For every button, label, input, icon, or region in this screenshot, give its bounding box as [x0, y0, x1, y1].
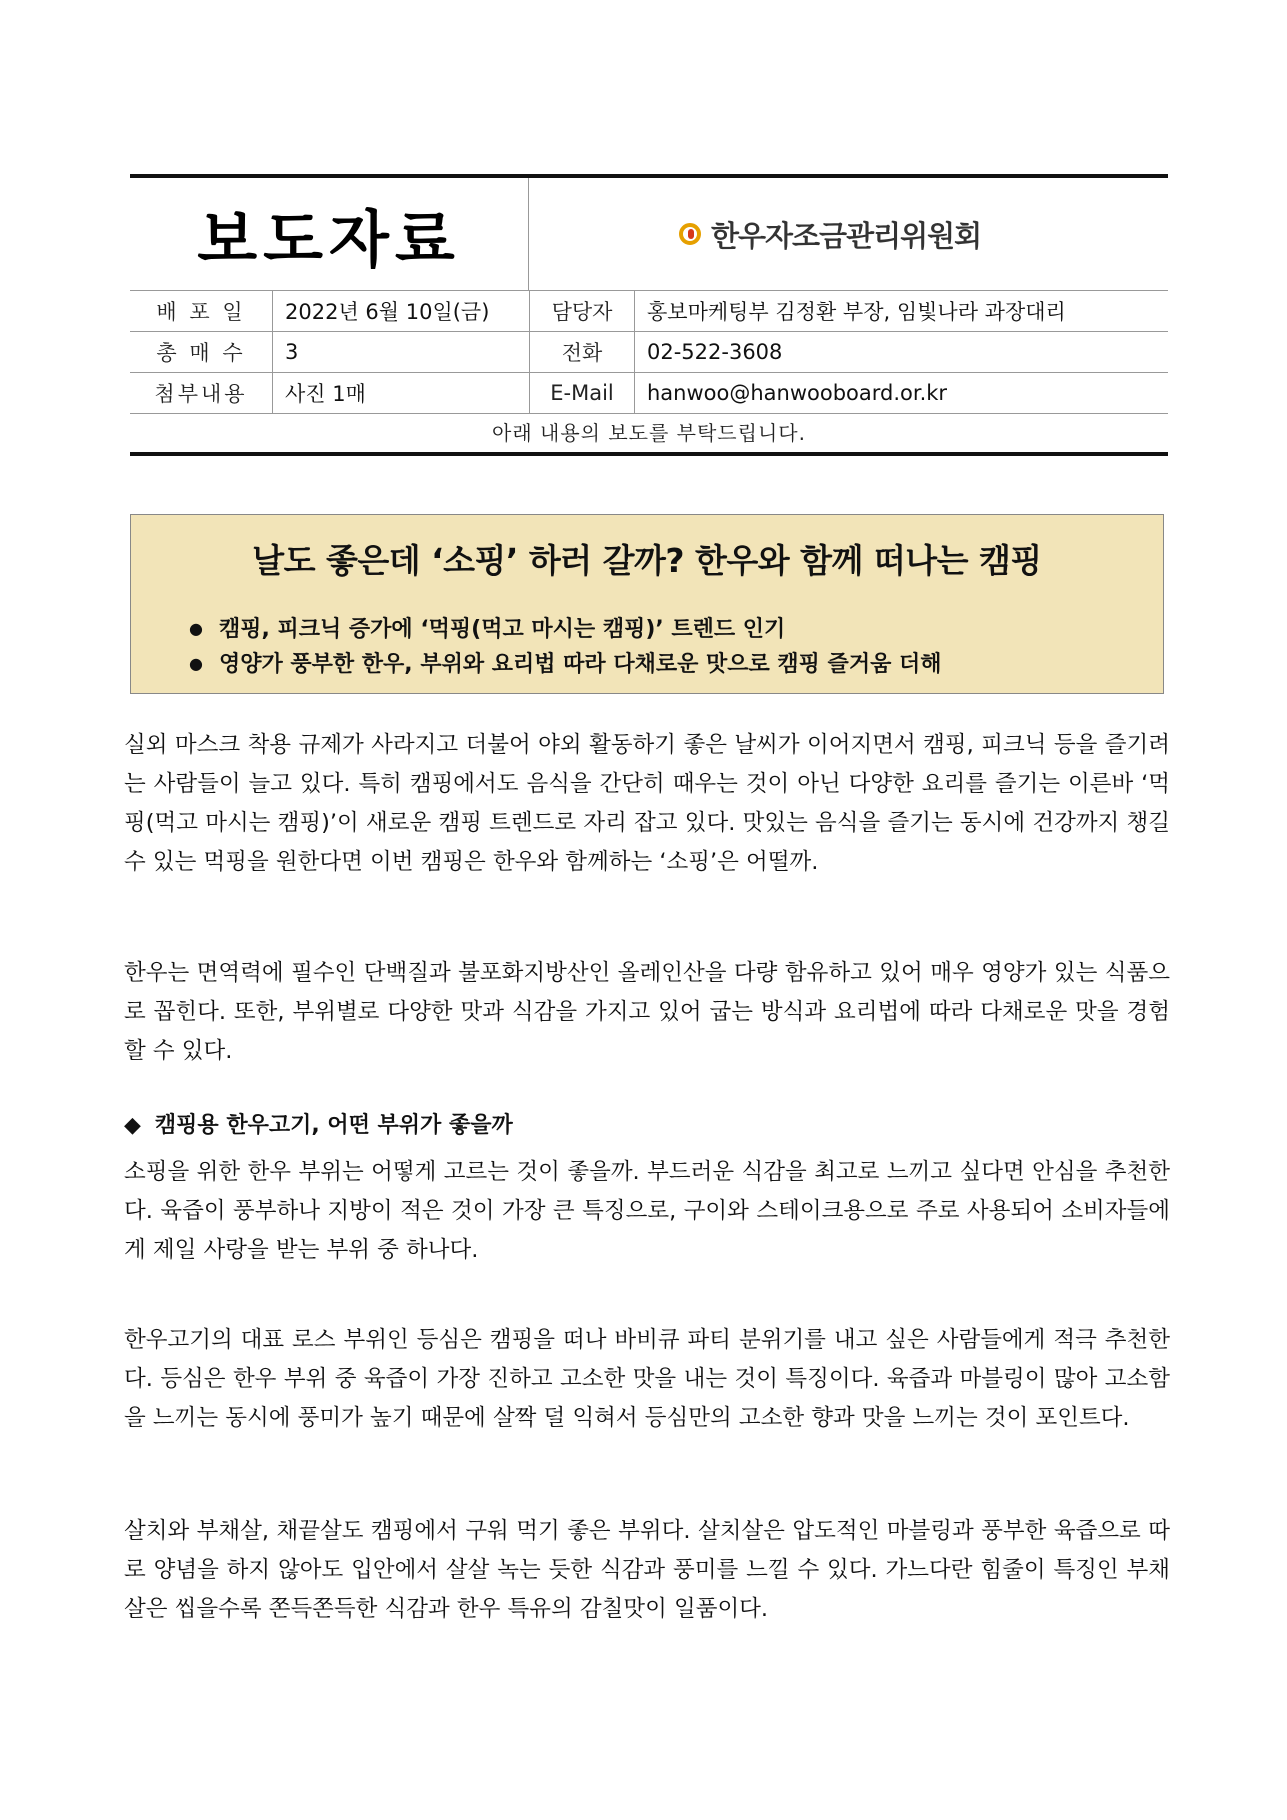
phone-label: 전화	[530, 332, 635, 373]
headline-box	[130, 514, 1164, 694]
headline-title: 날도 좋은데 ‘소핑’ 하러 갈까? 한우와 함께 떠나는 캠핑	[252, 541, 1042, 580]
hanwoo-logo-icon	[679, 223, 701, 245]
press-header	[130, 174, 1168, 456]
organization-logo	[528, 178, 1168, 290]
section-heading	[124, 1108, 513, 1139]
body-paragraph-4: 한우고기의 대표 로스 부위인 등심은 캠핑을 떠나 바비큐 파티 분위기를 내고 싶은 사람들에게 적극 추천한다. 등심은 한우 부위 중 육즙이 가장 진하고 고소한 맛을 내는 것이 특징이다. 육즙과 마블링이 많아 고소함을 느끼는 동시에 풍미가 높기 때문에 살짝 덜 익혀서 등심만의 고소한 향과 맛을 느끼는 것이 포인트다.	[124, 1327, 1170, 1431]
attachment-value: 사진 1매	[273, 373, 530, 414]
email-label: E-Mail	[530, 373, 635, 414]
diamond-bullet-icon: ◆	[124, 1113, 141, 1138]
release-date-value: 2022년 6월 10일(금)	[273, 291, 530, 332]
email-value[interactable]: hanwoo@hanwooboard.or.kr	[635, 373, 1169, 414]
table-row	[130, 373, 1168, 414]
table-row	[130, 291, 1168, 332]
header-top-row	[130, 178, 1168, 291]
body-paragraph-3: 소핑을 위한 한우 부위는 어떻게 고르는 것이 좋을까. 부드러운 식감을 최고로 느끼고 싶다면 안심을 추천한다. 육즙이 풍부하나 지방이 적은 것이 가장 큰 특징으로, 구이와 스테이크용으로 주로 사용되어 소비자들에게 제일 사랑을 받는 부위 중 하나다.	[124, 1159, 1170, 1263]
headline-bullets	[189, 612, 1163, 682]
list-item: ● 캠핑, 피크닉 증가에 ‘먹핑(먹고 마시는 캠핑)’ 트렌드 인기	[189, 612, 1163, 647]
body-paragraph-2: 한우는 면역력에 필수인 단백질과 불포화지방산인 올레인산을 다량 함유하고 있어 매우 영양가 있는 식품으로 꼽힌다. 또한, 부위별로 다양한 맛과 식감을 가지고 있어 굽는 방식과 요리법에 따라 다채로운 맛을 경험할 수 있다.	[124, 960, 1170, 1064]
press-release-title: 보도자료	[197, 202, 461, 276]
release-info-table	[130, 291, 1168, 414]
list-item: ● 영양가 풍부한 한우, 부위와 요리법 따라 다채로운 맛으로 캠핑 즐거움 더해	[189, 647, 1163, 682]
section-heading-text: 캠핑용 한우고기, 어떤 부위가 좋을까	[154, 1113, 513, 1138]
attachment-label: 첨부내용	[130, 373, 273, 414]
page-count-label: 총 매 수	[130, 332, 273, 373]
body-paragraph-1: 실외 마스크 착용 규제가 사라지고 더불어 야외 활동하기 좋은 날씨가 이어지면서 캠핑, 피크닉 등을 즐기려는 사람들이 늘고 있다. 특히 캠핑에서도 음식을 간단히 때우는 것이 아닌 다양한 요리를 즐기는 이른바 ‘먹핑(먹고 마시는 캠핑)’이 새로운 캠핑 트렌드로 자리 잡고 있다. 맛있는 음식을 즐기는 동시에 건강까지 챙길 수 있는 먹핑을 원한다면 이번 캠핑은 한우와 함께하는 ‘소핑’은 어떨까.	[124, 732, 1170, 875]
contact-label: 담당자	[530, 291, 635, 332]
page-count-value: 3	[273, 332, 530, 373]
body-paragraph-5: 살치와 부채살, 채끝살도 캠핑에서 구워 먹기 좋은 부위다. 살치살은 압도적인 마블링과 풍부한 육즙으로 따로 양념을 하지 않아도 입안에서 살살 녹는 듯한 식감과 풍미를 느낄 수 있다. 가느다란 힘줄이 특징인 부채살은 씹을수록 쫀득쫀득한 식감과 한우 특유의 감칠맛이 일품이다.	[124, 1518, 1170, 1622]
release-date-label: 배 포 일	[130, 291, 273, 332]
organization-name: 한우자조금관리위원회	[711, 218, 982, 253]
contact-value: 홍보마케팅부 김정환 부장, 임빛나라 과장대리	[635, 291, 1169, 332]
table-row	[130, 332, 1168, 373]
request-note: 아래 내용의 보도를 부탁드립니다.	[130, 414, 1168, 456]
phone-value: 02-522-3608	[635, 332, 1169, 373]
